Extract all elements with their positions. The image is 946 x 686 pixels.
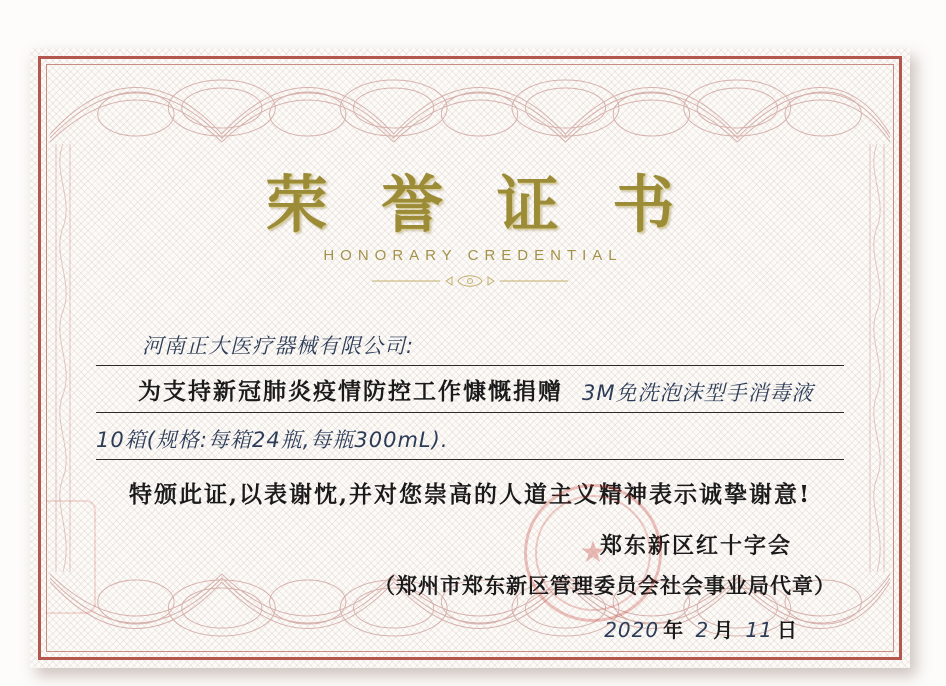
date-month-value: 2 — [695, 618, 710, 643]
page-title: 荣 誉 证 书 — [265, 168, 691, 241]
date-year-label: 年 — [663, 618, 685, 643]
date-month-label: 月 — [713, 618, 735, 643]
certificate-body — [86, 319, 854, 643]
certificate-content — [86, 144, 854, 643]
date-day-value: 11 — [745, 618, 773, 643]
donation-line-2 — [96, 413, 844, 460]
donation-quantity-hand: 10箱(规格:每箱24瓶,每瓶300mL). — [96, 428, 449, 453]
page-subtitle: HONORARY CREDENTIAL — [323, 247, 623, 265]
donation-item-hand: 3M免洗泡沫型手消毒液 — [582, 381, 814, 406]
donation-printed-text: 为支持新冠肺炎疫情防控工作慷慨捐赠 — [138, 378, 563, 406]
certificate-paper — [30, 48, 910, 668]
closing-statement: 特颁此证,以表谢忱,并对您崇高的人道主义精神表示诚挚谢意! — [128, 481, 812, 509]
divider-flourish — [86, 272, 854, 293]
date-day-label: 日 — [777, 618, 798, 643]
ornament-rail-left — [50, 144, 76, 572]
seal-star-icon: ★ — [579, 536, 607, 569]
ornament-rail-right — [864, 144, 890, 572]
date-year-value: 2020 — [604, 618, 660, 643]
recipient-line — [96, 319, 844, 366]
issuer-subtext: （郑州市郑东新区管理委员会社会事业局代章） — [374, 573, 836, 599]
issuer-name: 郑东新区红十字会 — [599, 533, 792, 560]
donation-line-1 — [96, 366, 844, 413]
recipient-name: 河南正大医疗器械有限公司: — [142, 334, 415, 359]
issue-date — [96, 614, 844, 643]
